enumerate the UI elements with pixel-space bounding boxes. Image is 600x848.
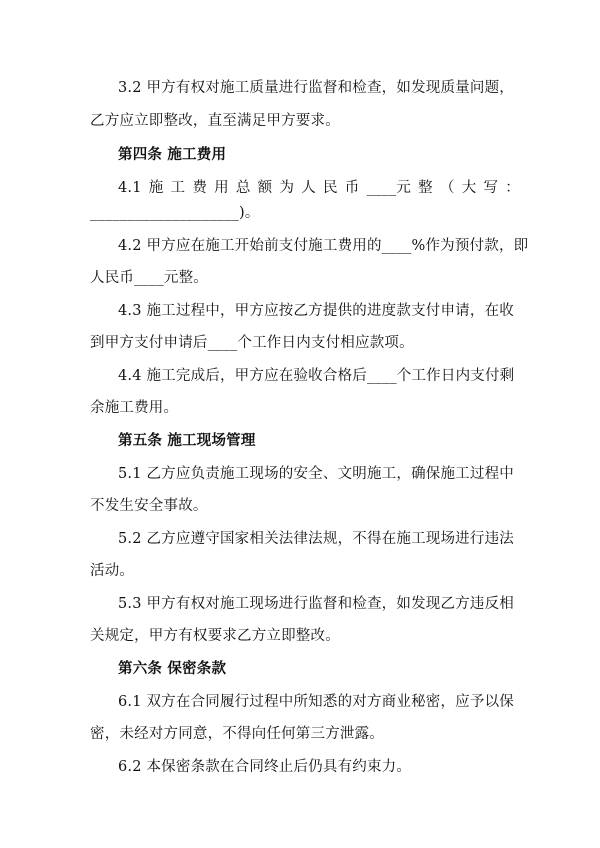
clause-4-1-token: 用 bbox=[214, 180, 229, 196]
clause-4-1-token: 为 bbox=[279, 180, 295, 196]
clause-4-2-line-2: 人民币____元整。 bbox=[90, 270, 208, 286]
article-5-heading: 第五条 施工现场管理 bbox=[118, 432, 256, 449]
clause-3-2-line-2: 乙方应立即整改，直至满足甲方要求。 bbox=[90, 113, 340, 129]
clause-6-1-line-2: 密，未经对方同意，不得向任何第三方泄露。 bbox=[90, 726, 384, 742]
clause-5-1-line-1: 5.1 乙方应负责施工现场的安全、文明施工，确保施工过程中 bbox=[118, 466, 514, 482]
clause-4-1-token: 币 bbox=[344, 180, 360, 196]
clause-5-2-line-1: 5.2 乙方应遵守国家相关法律法规，不得在施工现场进行违法 bbox=[118, 531, 514, 547]
clause-5-1-line-2: 不发生安全事故。 bbox=[90, 498, 208, 514]
clause-4-1-line-1 bbox=[118, 178, 520, 198]
clause-4-2-line-1: 4.2 甲方应在施工开始前支付施工费用的____%作为预付款，即 bbox=[118, 238, 529, 254]
clause-6-1-line-1: 6.1 双方在合同履行过程中所知悉的对方商业秘密，应予以保 bbox=[118, 694, 514, 710]
clause-4-1-token: 施 bbox=[148, 180, 164, 196]
clause-4-1-token: （ bbox=[439, 180, 455, 196]
clause-4-1-token: 人 bbox=[301, 180, 316, 196]
clause-4-1-token: 大 bbox=[461, 180, 477, 196]
clause-4-1-token: 整 bbox=[418, 180, 433, 196]
clause-3-2-line-1: 3.2 甲方有权对施工质量进行监督和检查，如发现质量问题， bbox=[118, 80, 514, 96]
clause-5-3-line-1: 5.3 甲方有权对施工现场进行监督和检查，如发现乙方违反相 bbox=[118, 596, 514, 612]
clause-4-3-line-1: 4.3 施工过程中，甲方应按乙方提供的进度款支付申请，在收 bbox=[118, 303, 514, 319]
clause-4-1-token: 费 bbox=[192, 180, 208, 196]
clause-4-1-token: ____元 bbox=[366, 180, 412, 196]
clause-4-1-token: 工 bbox=[170, 180, 186, 196]
clause-4-1-token: ： bbox=[505, 180, 520, 196]
clause-4-1-token: 写 bbox=[483, 180, 499, 196]
clause-4-1-token: 4.1 bbox=[118, 180, 142, 196]
clause-4-1-token: 额 bbox=[257, 180, 273, 196]
clause-4-3-line-2: 到甲方支付申请后____个工作日内支付相应款项。 bbox=[90, 335, 414, 351]
clause-5-2-line-2: 活动。 bbox=[90, 563, 135, 579]
clause-4-4-line-1: 4.4 施工完成后，甲方应在验收合格后____个工作日内支付剩 bbox=[118, 368, 515, 384]
clause-6-2-line-1: 6.2 本保密条款在合同终止后仍具有约束力。 bbox=[118, 759, 412, 775]
clause-4-1-token: 总 bbox=[235, 180, 251, 196]
clause-4-1-line-2: ____________________)。 bbox=[90, 205, 260, 221]
clause-4-4-line-2: 余施工费用。 bbox=[90, 400, 179, 416]
clause-4-1-token: 民 bbox=[323, 180, 338, 196]
article-4-heading: 第四条 施工费用 bbox=[118, 146, 227, 163]
article-6-heading: 第六条 保密条款 bbox=[118, 660, 227, 677]
clause-5-3-line-2: 关规定，甲方有权要求乙方立即整改。 bbox=[90, 628, 340, 644]
